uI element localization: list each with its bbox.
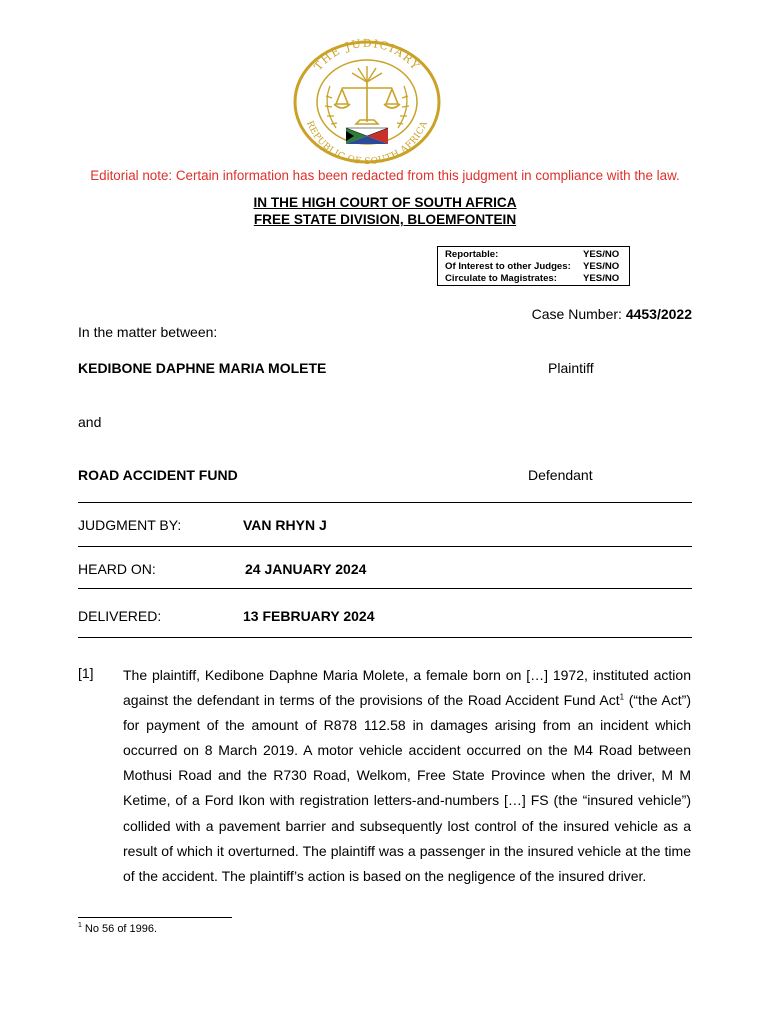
delivered-label: DELIVERED: (78, 608, 162, 624)
reportable-label: Reportable: (445, 249, 499, 260)
divider (78, 588, 692, 589)
paragraph-text-a: The plaintiff, Kedibone Daphne Maria Molete, a female born on […] 1972, instituted action against the defendant in terms of the provisions of the Road Accident Fund Act (123, 667, 691, 709)
footnote (78, 923, 157, 935)
plaintiff-name: KEDIBONE DAPHNE MARIA MOLETE (78, 360, 327, 376)
svg-text:THE JUDICIARY: THE JUDICIARY (311, 36, 423, 74)
heard-on-label: HEARD ON: (78, 561, 156, 577)
paragraph-text-b: (“the Act”) for payment of the amount of R878 112.58 in damages arising from an incident which occurred on 8 March 2019. A motor vehicle accident occurred on the M4 Road between Mothusi Road and the R730 Road, Welkom, Free State Province when the driver, M M Ketime, of a Ford Ikon with registration letters-and-numbers […] FS (the “insured vehicle”) collided with a pavement barrier and subsequently lost control of the insured vehicle as a result of which it overturned. The plaintiff was a passenger in the insured vehicle at the time of the accident. The plaintiff’s action is based on the negligence of the insured driver. (123, 692, 691, 884)
defendant-name: ROAD ACCIDENT FUND (78, 467, 238, 483)
divider (78, 546, 692, 547)
footnote-reference[interactable]: 1 (619, 692, 625, 702)
delivered-value: 13 FEBRUARY 2024 (243, 608, 375, 624)
matter-between: In the matter between: (78, 324, 218, 340)
interest-value: YES/NO (583, 261, 620, 272)
reportable-value: YES/NO (583, 249, 620, 260)
paragraph-body (123, 663, 691, 889)
interest-label: Of Interest to other Judges: (445, 261, 571, 272)
divider (78, 637, 692, 638)
reportable-row (445, 249, 623, 261)
reportable-box (437, 246, 630, 286)
footnote-divider (78, 917, 232, 918)
heard-on-value: 24 JANUARY 2024 (245, 561, 367, 577)
circulate-row (445, 273, 623, 285)
judgment-by-value: VAN RHYN J (243, 517, 327, 533)
footnote-number: 1 (78, 922, 82, 930)
judgment-by-label: JUDGMENT BY: (78, 517, 182, 533)
case-number (532, 306, 692, 322)
footnote-text: No 56 of 1996. (84, 923, 158, 935)
circulate-label: Circulate to Magistrates: (445, 273, 557, 284)
paragraph-number: [1] (78, 665, 94, 681)
editorial-note: Editorial note: Certain information has been redacted from this judgment in compliance with the law. (90, 168, 680, 183)
divider (78, 502, 692, 503)
court-division: FREE STATE DIVISION, BLOEMFONTEIN (253, 212, 517, 227)
judiciary-seal-icon (290, 36, 444, 164)
court-name: IN THE HIGH COURT OF SOUTH AFRICA (253, 195, 517, 210)
svg-text:REPUBLIC OF SOUTH AFRICA: REPUBLIC OF SOUTH AFRICA (304, 119, 430, 164)
case-number-value: 4453/2022 (625, 306, 692, 322)
plaintiff-role: Plaintiff (548, 360, 594, 376)
defendant-role: Defendant (528, 467, 593, 483)
case-number-label: Case Number: (531, 306, 626, 322)
and-connector: and (78, 414, 102, 430)
interest-row (445, 261, 623, 273)
circulate-value: YES/NO (583, 273, 620, 284)
